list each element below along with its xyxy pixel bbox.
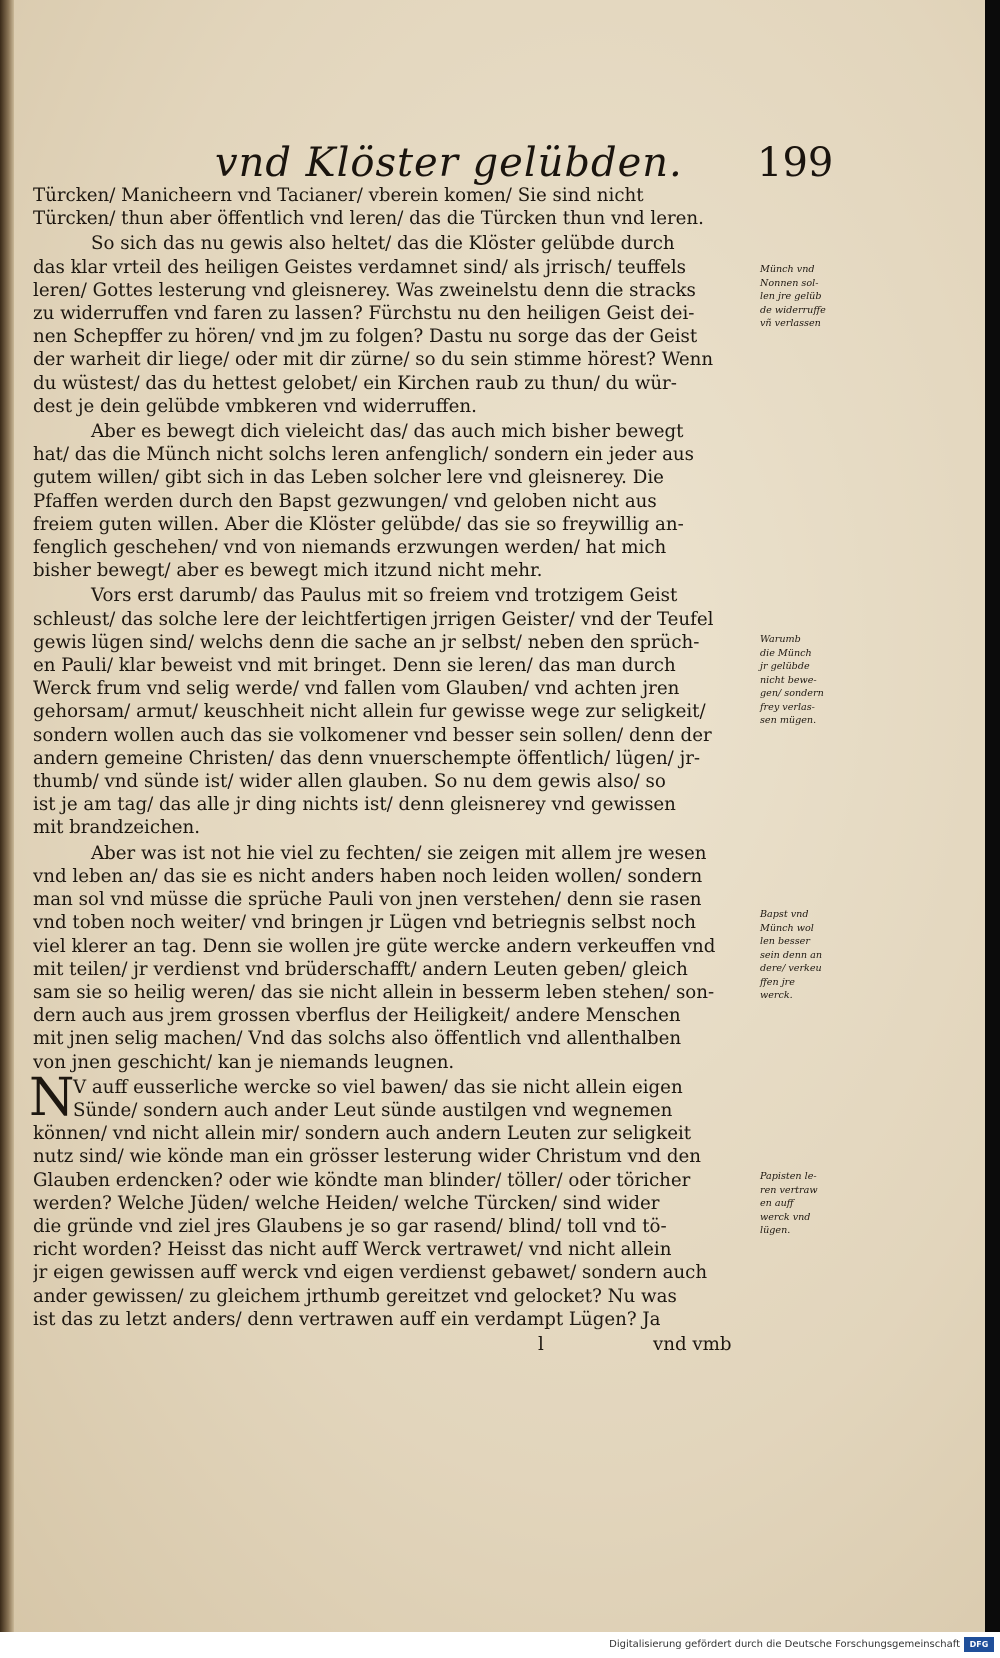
text-line: viel klerer an tag. Denn sie wollen jre güte wercke andern verkeuffen vnd [33, 935, 716, 957]
marginal-line: Münch vnd [760, 264, 815, 275]
text-line: Türcken/ thun aber öffentlich vnd leren/ das die Türcken thun vnd leren. [33, 208, 704, 230]
drop-cap: N [29, 1067, 75, 1128]
text-line: man sol vnd müsse die sprüche Pauli von jnen verstehen/ denn sie rasen [33, 889, 702, 911]
text-line: dern auch aus jrem grossen vberflus der Heiligkeit/ andere Menschen [33, 1005, 681, 1027]
text-line: das klar vrteil des heiligen Geistes verdamnet sind/ als jrrisch/ teuffels [33, 256, 687, 278]
text-line: jr eigen gewissen auff werck vnd eigen verdienst gebawet/ sondern auch [33, 1262, 708, 1284]
text-line: leren/ Gottes lesterung vnd gleisnerey. Was zweinelstu denn die stracks [33, 279, 696, 301]
marginal-line: Nonnen sol- [760, 277, 819, 289]
paragraph [33, 184, 753, 230]
text-line: freiem guten willen. Aber die Klöster gelübde/ das sie so freywillig an- [33, 513, 684, 535]
paragraph [33, 232, 753, 418]
marginal-line: Papisten le- [760, 1171, 817, 1182]
text-line: mit teilen/ jr verdienst vnd brüderschafft/ andern Leuten geben/ gleich [33, 958, 688, 980]
marginal-line: en auff [760, 1198, 794, 1209]
text-line: dest je dein gelübde vmbkeren vnd widerruffen. [33, 395, 477, 417]
marginal-line: gen/ sondern [760, 688, 824, 699]
marginal-line: sein denn an [760, 949, 823, 961]
text-line: gehorsam/ armut/ keuschheit nicht allein fur gewisse wege zur seligkeit/ [33, 701, 706, 723]
text-line: sondern wollen auch das sie volkomener vnd besser sein sollen/ denn der [33, 724, 712, 746]
text-line: mit jnen selig machen/ Vnd das solchs also öffentlich vnd allenthalben [33, 1028, 682, 1050]
text-line: gewis lügen sind/ welchs denn die sache an jr selbst/ neben den sprüch- [33, 631, 700, 653]
text-line: sam sie so heilig weren/ das sie nicht allein in besserm leben stehen/ son- [33, 981, 715, 1003]
text-line: ander gewissen/ zu gleichem jrthumb gereitzet vnd gelocket? Nu was [33, 1285, 677, 1307]
paragraph [33, 842, 753, 1074]
marginal-line: die Münch [760, 647, 812, 659]
text-line: So sich das nu gewis also heltet/ das die Klöster gelübde durch [91, 233, 675, 255]
marginal-line: de widerruffe [760, 304, 826, 316]
text-line: Glauben erdencken? oder wie köndte man blinder/ töller/ oder töricher [33, 1169, 691, 1191]
text-line: Werck frum vnd selig werde/ vnd fallen vom Glauben/ vnd achten jren [33, 678, 680, 700]
footer-credit: Digitalisierung gefördert durch die Deutsche Forschungsgemeinschaft [609, 1639, 960, 1650]
marginal-line: lügen. [760, 1225, 791, 1236]
text-line: gutem willen/ gibt sich in das Leben solcher lere vnd gleisnerey. Die [33, 467, 664, 489]
marginal-line: Bapst vnd [760, 909, 809, 920]
running-header: vnd Klöster gelübden. [215, 140, 683, 186]
text-line: schleust/ das solche lere der leichtfertigen jrrigen Geister/ vnd der Teufel [33, 608, 714, 630]
text-line: Vors erst darumb/ das Paulus mit so freiem vnd trotzigem Geist [91, 585, 678, 607]
marginal-line: ren vertraw [760, 1184, 818, 1196]
text-line: andern gemeine Christen/ das denn vnuerschempte öffentlich/ lügen/ jr- [33, 747, 701, 769]
marginal-line: sen mügen. [760, 715, 817, 726]
marginal-line: len jre gelüb [760, 291, 822, 302]
text-line: nen Schepffer zu hören/ vnd jm zu folgen? Dastu nu sorge das der Geist [33, 326, 698, 348]
text-line: Pfaffen werden durch den Bapst gezwungen/ vnd geloben nicht aus [33, 490, 657, 512]
text-line: Türcken/ Manicheern vnd Tacianer/ vberein komen/ Sie sind nicht [33, 185, 644, 206]
marginal-line: frey verlas- [760, 701, 815, 713]
text-line: en Pauli/ klar beweist vnd mit bringet. Denn sie leren/ das man durch [33, 655, 676, 677]
text-line: bisher bewegt/ aber es bewegt mich itzund nicht mehr. [33, 560, 543, 582]
marginal-line: ffen jre [760, 976, 795, 988]
text-line: fenglich geschehen/ vnd von niemands erzwungen werden/ hat mich [33, 537, 667, 559]
paragraph [29, 1067, 753, 1331]
marginal-line: werck. [760, 990, 793, 1001]
text-line: die gründe vnd ziel jres Glaubens je so gar rasend/ blind/ toll vnd tö- [33, 1215, 667, 1237]
digitization-footer [0, 1632, 1000, 1658]
body-text [29, 184, 753, 1357]
text-line: vnd leben an/ das sie es nicht anders haben noch leiden wollen/ sondern [33, 865, 703, 887]
text-line: ist das zu letzt anders/ denn vertrawen auff ein verdampt Lügen? Ja [33, 1308, 661, 1330]
marginal-note-2 [760, 633, 860, 728]
text-line: der warheit dir liege/ oder mit dir zürne/ so du sein stimme hörest? Wenn [33, 349, 714, 371]
marginal-line: vñ verlassen [760, 318, 821, 329]
catch-line [33, 1333, 753, 1357]
text-line: V auff eusserliche wercke so viel bawen/ das sie nicht allein eigen [73, 1076, 683, 1098]
paragraph [33, 584, 753, 839]
marginal-line: Warumb [760, 634, 801, 645]
signature-mark: l [538, 1333, 544, 1355]
text-line: nutz sind/ wie könde man ein grösser lesterung wider Christum vnd den [33, 1146, 702, 1168]
text-line: thumb/ vnd sünde ist/ wider allen glauben. So nu dem gewis also/ so [33, 771, 666, 793]
page-number: 199 [757, 140, 834, 186]
catchword: vnd vmb [653, 1333, 732, 1355]
marginal-line: len besser [760, 936, 810, 947]
marginal-note-3 [760, 908, 860, 1003]
text-line: Aber was ist not hie viel zu fechten/ sie zeigen mit allem jre wesen [91, 842, 707, 864]
marginal-line: Münch wol [760, 922, 814, 934]
marginal-line: dere/ verkeu [760, 963, 822, 974]
text-line: Aber es bewegt dich vieleicht das/ das auch mich bisher bewegt [91, 421, 684, 443]
marginal-line: jr gelübde [760, 661, 810, 672]
text-line: richt worden? Heisst das nicht auff Werck vertrawet/ vnd nicht allein [33, 1239, 672, 1261]
marginal-line: nicht bewe- [760, 674, 817, 686]
text-line: mit brandzeichen. [33, 817, 201, 839]
text-line: Sünde/ sondern auch ander Leut sünde austilgen vnd wegnemen [73, 1099, 673, 1121]
marginal-note-4 [760, 1170, 860, 1238]
dfg-logo: DFG [964, 1637, 994, 1652]
text-line: können/ vnd nicht allein mir/ sondern auch andern Leuten zur seligkeit [33, 1123, 692, 1145]
marginal-line: werck vnd [760, 1211, 811, 1223]
paragraph [33, 420, 753, 582]
text-line: vnd toben noch weiter/ vnd bringen jr Lügen vnd betriegnis selbst noch [33, 912, 696, 934]
text-line: hat/ das die Münch nicht solchs leren anfenglich/ sondern ein jeder aus [33, 444, 694, 466]
text-line: ist je am tag/ das alle jr ding nichts ist/ denn gleisnerey vnd gewissen [33, 794, 676, 816]
text-line: du wüstest/ das du hettest gelobet/ ein Kirchen raub zu thun/ du wür- [33, 372, 677, 394]
text-line: werden? Welche Jüden/ welche Heiden/ welche Türcken/ sind wider [33, 1192, 660, 1214]
text-line: zu widerruffen vnd faren zu lassen? Fürchstu nu den heiligen Geist dei- [33, 303, 695, 325]
marginal-note-1 [760, 263, 860, 331]
text-line: von jnen geschicht/ kan je niemands leugnen. [33, 1051, 455, 1073]
book-binding-edge [0, 0, 14, 1632]
